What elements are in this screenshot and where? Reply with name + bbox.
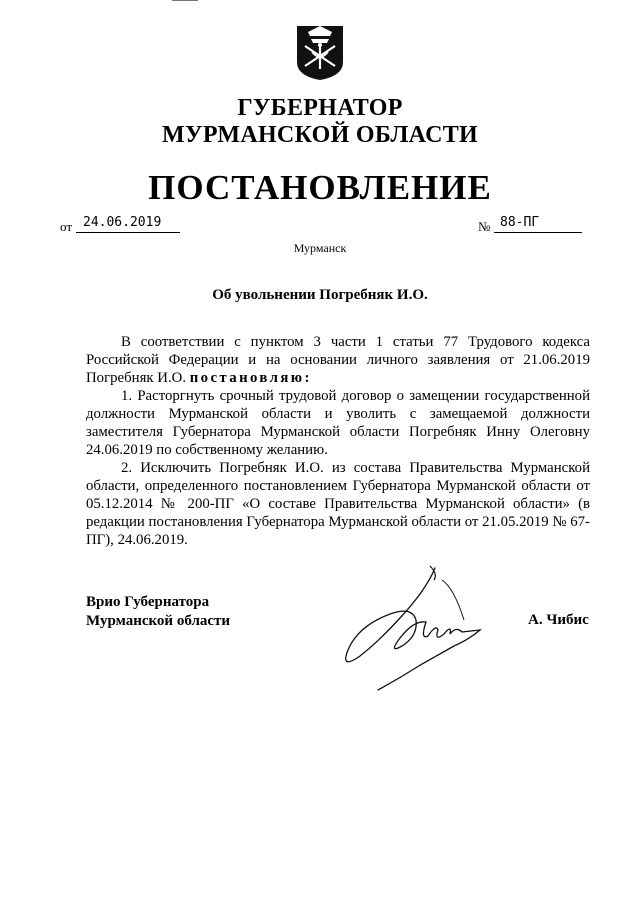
resolve-word: постановляю: <box>189 370 312 386</box>
signatory-position-line1: Врио Губернатора <box>86 594 210 610</box>
city: Мурманск <box>293 241 347 255</box>
date-label: от <box>60 219 73 234</box>
authority-title-line2: МУРМАНСКОЙ ОБЛАСТИ <box>162 122 478 148</box>
signatory-position <box>86 593 230 631</box>
document-number: 88-ПГ <box>500 215 540 230</box>
coat-of-arms-icon <box>293 22 347 82</box>
number-underline <box>494 232 582 233</box>
paragraph-item-2 <box>86 459 590 549</box>
signatory-position-line2: Мурманской области <box>86 613 231 629</box>
item-1-text: 1. Расторгнуть срочный трудовой договор о замещении государственной должности Мурманской области и уволить с замещаемой должности заместителя Губернатора Мурманской области Погребняк Инну Олеговну 24.06.2019 по собственному желанию. <box>86 388 590 458</box>
authority-title-line1: ГУБЕРНАТОР <box>237 95 403 121</box>
date-underline <box>76 232 180 233</box>
top-rule <box>172 0 198 1</box>
number-label: № <box>478 219 491 234</box>
preamble-text: В соответствии с пунктом 3 части 1 статьи 77 Трудового кодекса Российской Федерации и на основании личного заявления от 21.06.2019 Погребняк И.О. <box>86 334 590 386</box>
document-type: ПОСТАНОВЛЕНИЕ <box>148 168 492 207</box>
item-2-text: 2. Исключить Погребняк И.О. из состава Правительства Мурманской области, определенного постановлением Губернатора Мурманской области от 05.12.2014 № 200-ПГ «О составе Правительства Мурманской области» (в редакции постановления Губернатора Мурманской области от 21.05.2019 № 67-ПГ), 24.06.2019. <box>86 460 590 548</box>
handwritten-signature <box>330 560 505 700</box>
paragraph-preamble <box>86 333 590 387</box>
document-subject: Об увольнении Погребняк И.О. <box>212 287 428 303</box>
document-date: 24.06.2019 <box>83 215 162 230</box>
paragraph-item-1 <box>86 387 590 459</box>
signatory-name: А. Чибис <box>528 612 589 628</box>
